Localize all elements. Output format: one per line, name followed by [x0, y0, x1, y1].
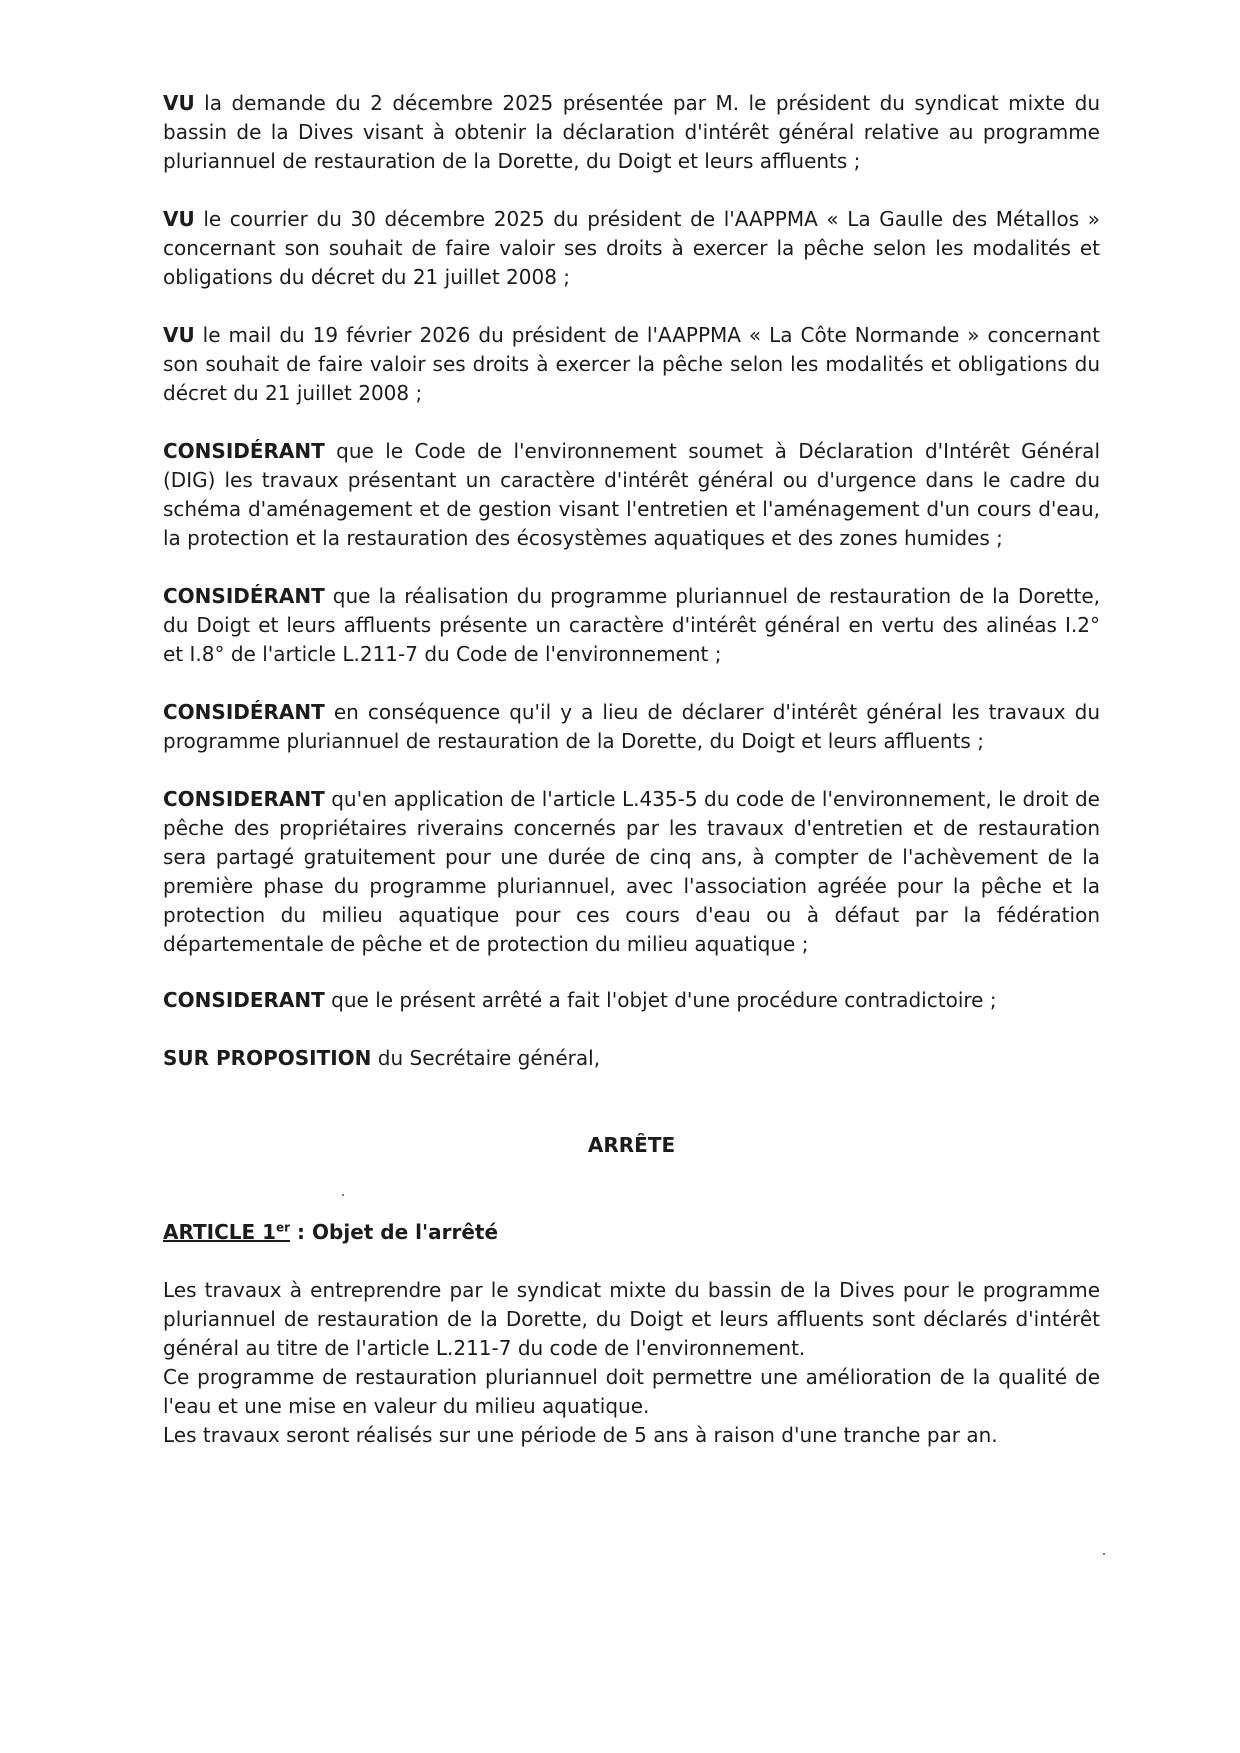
consideration-keyword: CONSIDERANT	[163, 988, 325, 1012]
proposition-text: du Secrétaire général,	[371, 1046, 601, 1070]
consideration-vu-demande	[163, 89, 1100, 176]
consideration-text: qu'en application de l'article L.435-5 du code de l'environnement, le droit de pêche des propriétaires riverains concernés par les travaux d'entretien et de restauration sera partagé gratuitement pour une durée de cinq ans, à compter de l'achèvement de la première phase du programme pluriannuel, avec l'association agréée pour la pêche et la protection du milieu aquatique pour ces cours d'eau ou à défaut par la fédération départementale de pêche et de protection du milieu aquatique ;	[163, 787, 1100, 956]
article-1-paragraph-3: Les travaux seront réalisés sur une période de 5 ans à raison d'une tranche par an.	[163, 1423, 998, 1447]
consideration-droit-peche	[163, 785, 1100, 959]
consideration-dig	[163, 437, 1100, 553]
consideration-text: que le Code de l'environnement soumet à Déclaration d'Intérêt Général (DIG) les travaux présentant un caractère d'intérêt général ou d'urgence dans le cadre du schéma d'aménagement et de gestion visant l'entretien et l'aménagement d'un cours d'eau, la protection et la restauration des écosystèmes aquatiques et des zones humides ;	[163, 439, 1100, 550]
scan-speck	[342, 1194, 344, 1196]
article-1-label: ARTICLE 1er	[163, 1220, 291, 1244]
consideration-keyword: VU	[163, 207, 195, 231]
consideration-text: que la réalisation du programme pluriannuel de restauration de la Dorette, du Doigt et leurs affluents présente un caractère d'intérêt général en vertu des alinéas I.2° et I.8° de l'article L.211-7 du Code de l'environnement ;	[163, 584, 1100, 666]
article-1-title	[163, 1218, 498, 1247]
consideration-keyword: VU	[163, 323, 195, 347]
sur-proposition	[163, 1044, 1100, 1073]
consideration-keyword: CONSIDERANT	[163, 787, 325, 811]
consideration-interet-general	[163, 582, 1100, 669]
consideration-procedure	[163, 986, 1100, 1015]
proposition-keyword: SUR PROPOSITION	[163, 1046, 372, 1070]
scan-speck	[1103, 1553, 1105, 1555]
article-1-subject: : Objet de l'arrêté	[290, 1220, 499, 1244]
consideration-text: en conséquence qu'il y a lieu de déclarer d'intérêt général les travaux du programme pluriannuel de restauration de la Dorette, du Doigt et leurs affluents ;	[163, 700, 1100, 753]
decision-heading: ARRÊTE	[587, 1133, 676, 1157]
consideration-vu-mail	[163, 321, 1100, 408]
consideration-keyword: CONSIDÉRANT	[163, 700, 325, 724]
consideration-text: le courrier du 30 décembre 2025 du président de l'AAPPMA « La Gaulle des Métallos » concernant son souhait de faire valoir ses droits à exercer la pêche selon les modalités et obligations du décret du 21 juillet 2008 ;	[163, 207, 1100, 289]
article-1-paragraph-1: Les travaux à entreprendre par le syndicat mixte du bassin de la Dives pour le programme pluriannuel de restauration de la Dorette, du Doigt et leurs affluents sont déclarés d'intérêt général au titre de l'article L.211-7 du code de l'environnement.	[163, 1278, 1100, 1360]
consideration-vu-courrier	[163, 205, 1100, 292]
consideration-keyword: VU	[163, 91, 195, 115]
consideration-text: le mail du 19 février 2026 du président de l'AAPPMA « La Côte Normande » concernant son souhait de faire valoir ses droits à exercer la pêche selon les modalités et obligations du décret du 21 juillet 2008 ;	[163, 323, 1100, 405]
consideration-text: la demande du 2 décembre 2025 présentée par M. le président du syndicat mixte du bassin de la Dives visant à obtenir la déclaration d'intérêt général relative au programme pluriannuel de restauration de la Dorette, du Doigt et leurs affluents ;	[163, 91, 1100, 173]
consideration-keyword: CONSIDÉRANT	[163, 584, 325, 608]
consideration-consequence	[163, 698, 1100, 756]
article-1-paragraph-2: Ce programme de restauration pluriannuel doit permettre une amélioration de la qualité de l'eau et une mise en valeur du milieu aquatique.	[163, 1365, 1100, 1418]
consideration-text: que le présent arrêté a fait l'objet d'une procédure contradictoire ;	[324, 988, 997, 1012]
consideration-keyword: CONSIDÉRANT	[163, 439, 325, 463]
